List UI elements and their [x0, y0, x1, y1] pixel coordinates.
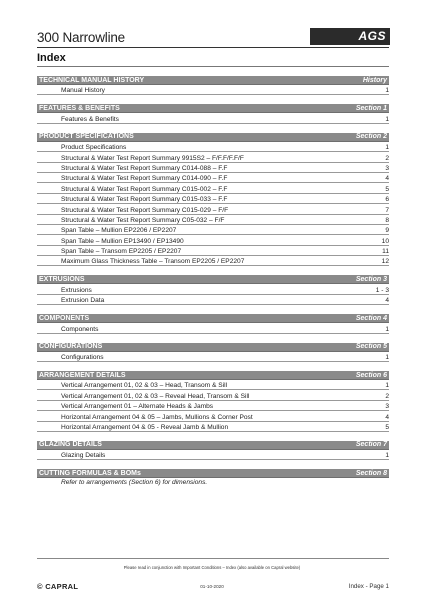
table-of-contents	[37, 76, 389, 497]
section-title: EXTRUSIONS	[39, 275, 85, 283]
section-header	[37, 275, 389, 284]
toc-entry[interactable]	[37, 246, 389, 256]
section-title: PRODUCT SPECIFICATIONS	[39, 133, 134, 141]
toc-entry[interactable]	[37, 163, 389, 173]
section-title: TECHNICAL MANUAL HISTORY	[39, 76, 145, 84]
section-number: Section 6	[355, 371, 387, 379]
section-header	[37, 133, 389, 142]
entry-label: Span Table – Mullion EP2206 / EP2207	[61, 227, 177, 235]
entry-label: Structural & Water Test Report Summary C05-032 – F/F	[61, 216, 225, 224]
heading-rule	[37, 66, 389, 67]
section-header	[37, 76, 389, 85]
entry-page-number: 1	[385, 115, 389, 123]
section-number: Section 7	[355, 441, 387, 449]
entry-label: Glazing Details	[61, 452, 106, 460]
toc-entry[interactable]	[37, 173, 389, 183]
entry-label: Vertical Arrangement 01, 02 & 03 – Reveal Head, Transom & Sill	[61, 392, 250, 400]
entry-label: Span Table – Transom EP2205 / EP2207	[61, 248, 182, 256]
toc-section	[37, 371, 389, 432]
entry-label: Vertical Arrangement 01, 02 & 03 – Head, Transom & Sill	[61, 382, 228, 390]
section-number: Section 2	[355, 133, 387, 141]
entry-page-number: 5	[385, 423, 389, 431]
entry-page-number: 5	[385, 185, 389, 193]
entry-label: Structural & Water Test Report Summary C015-002 – F.F	[61, 185, 228, 193]
entry-page-number: 1	[385, 452, 389, 460]
toc-entry[interactable]	[37, 450, 389, 460]
entry-label: Features & Benefits	[61, 115, 119, 123]
entry-page-number: 3	[385, 403, 389, 411]
toc-entry[interactable]	[37, 284, 389, 294]
entry-page-number: 6	[385, 196, 389, 204]
entry-page-number: 1	[385, 354, 389, 362]
footer-date: 01-10-2020	[200, 584, 224, 589]
entry-page-number: 1	[385, 382, 389, 390]
toc-entry[interactable]	[37, 194, 389, 204]
section-header	[37, 314, 389, 323]
toc-section	[37, 469, 389, 488]
entry-label: Product Specifications	[61, 144, 127, 152]
entry-page-number: 8	[385, 216, 389, 224]
entry-label: Configurations	[61, 354, 104, 362]
page-number: Index - Page 1	[348, 583, 389, 590]
toc-entry[interactable]	[37, 142, 389, 152]
header-rule	[37, 47, 389, 48]
footer-rule	[37, 558, 389, 559]
toc-entry[interactable]	[37, 380, 389, 390]
toc-entry[interactable]	[37, 352, 389, 362]
entry-page-number: 1	[385, 325, 389, 333]
entry-label: Vertical Arrangement 01 – Alternate Heads & Jambs	[61, 403, 214, 411]
entry-page-number: 2	[385, 154, 389, 162]
page-heading: Index	[37, 52, 66, 64]
section-title: FEATURES & BENEFITS	[39, 104, 120, 112]
entry-page-number: 1	[385, 144, 389, 152]
section-header	[37, 441, 389, 450]
section-number: Section 1	[355, 104, 387, 112]
toc-entry[interactable]	[37, 422, 389, 432]
section-title: CUTTING FORMULAS & BOMs	[39, 469, 141, 477]
entry-page-number: 11	[382, 248, 389, 256]
toc-section	[37, 104, 389, 123]
toc-section	[37, 275, 389, 305]
toc-entry[interactable]	[37, 401, 389, 411]
toc-entry[interactable]	[37, 113, 389, 123]
entry-page-number: 4	[385, 175, 389, 183]
entry-page-number: 1 - 3	[375, 286, 389, 294]
section-number: Section 5	[355, 343, 387, 351]
brand-logo-text: AGS	[358, 29, 386, 43]
toc-entry[interactable]	[37, 225, 389, 235]
entry-label: Maximum Glass Thickness Table – Transom EP2205 / EP2207	[61, 258, 245, 266]
toc-entry[interactable]	[37, 411, 389, 421]
entry-page-number: 10	[381, 237, 389, 245]
capral-logo: © CAPRAL	[37, 582, 79, 591]
section-header	[37, 371, 389, 380]
entry-label: Horizontal Arrangement 04 & 05 - Reveal Jamb & Mullion	[61, 423, 229, 431]
entry-page-number: 4	[385, 413, 389, 421]
toc-section	[37, 343, 389, 362]
toc-entry[interactable]	[37, 323, 389, 333]
entry-page-number: 3	[385, 164, 389, 172]
toc-section	[37, 314, 389, 333]
section-title: COMPONENTS	[39, 314, 90, 322]
section-header	[37, 343, 389, 352]
section-header	[37, 104, 389, 113]
toc-entry[interactable]	[37, 183, 389, 193]
entry-label: Structural & Water Test Report Summary C014-090 – F.F	[61, 175, 228, 183]
entry-page-number: 2	[385, 392, 389, 400]
toc-entry[interactable]	[37, 85, 389, 95]
entry-page-number: 4	[385, 297, 389, 305]
section-number: Section 3	[355, 275, 387, 283]
section-title: GLAZING DETAILS	[39, 441, 102, 449]
entry-label: Components	[61, 325, 99, 333]
toc-entry[interactable]	[37, 235, 389, 245]
entry-page-number: 7	[385, 206, 389, 214]
entry-label: Extrusion Data	[61, 297, 105, 305]
brand-logo	[310, 28, 390, 45]
toc-entry[interactable]	[37, 204, 389, 214]
section-number: Section 8	[355, 469, 387, 477]
section-header	[37, 469, 389, 478]
entry-page-number: 1	[385, 87, 389, 95]
toc-section	[37, 441, 389, 460]
entry-label: Extrusions	[61, 286, 92, 294]
toc-entry[interactable]	[37, 215, 389, 225]
entry-page-number: 12	[381, 258, 389, 266]
toc-section	[37, 76, 389, 95]
entry-label: Span Table – Mullion EP13490 / EP13490	[61, 237, 184, 245]
section-number: Section 4	[355, 314, 387, 322]
entry-label: Structural & Water Test Report Summary C015-029 – F/F	[61, 206, 229, 214]
toc-entry[interactable]	[37, 256, 389, 266]
section-note: Refer to arrangements (Section 6) for dimensions.	[61, 479, 208, 487]
toc-entry[interactable]	[37, 390, 389, 400]
entry-label: Structural & Water Test Report Summary 9915S2 – F/F.F/F.F/F	[61, 154, 244, 162]
document-title: 300 Narrowline	[37, 30, 125, 45]
entry-label: Horizontal Arrangement 04 & 05 – Jambs, Mullions & Corner Post	[61, 413, 253, 421]
section-title: ARRANGEMENT DETAILS	[39, 371, 126, 379]
toc-entry[interactable]	[37, 295, 389, 305]
toc-entry[interactable]	[37, 152, 389, 162]
footer-note: Please read in conjunction with Important Conditions – Index (also available on Capral website)	[123, 565, 301, 570]
entry-label: Structural & Water Test Report Summary C015-033 – F.F	[61, 196, 228, 204]
toc-section	[37, 133, 389, 267]
entry-label: Structural & Water Test Report Summary C014-088 – F.F	[61, 164, 228, 172]
section-title: CONFIGURATIONS	[39, 343, 103, 351]
entry-page-number: 9	[385, 227, 389, 235]
section-number: History	[362, 76, 387, 84]
entry-label: Manual History	[61, 87, 105, 95]
